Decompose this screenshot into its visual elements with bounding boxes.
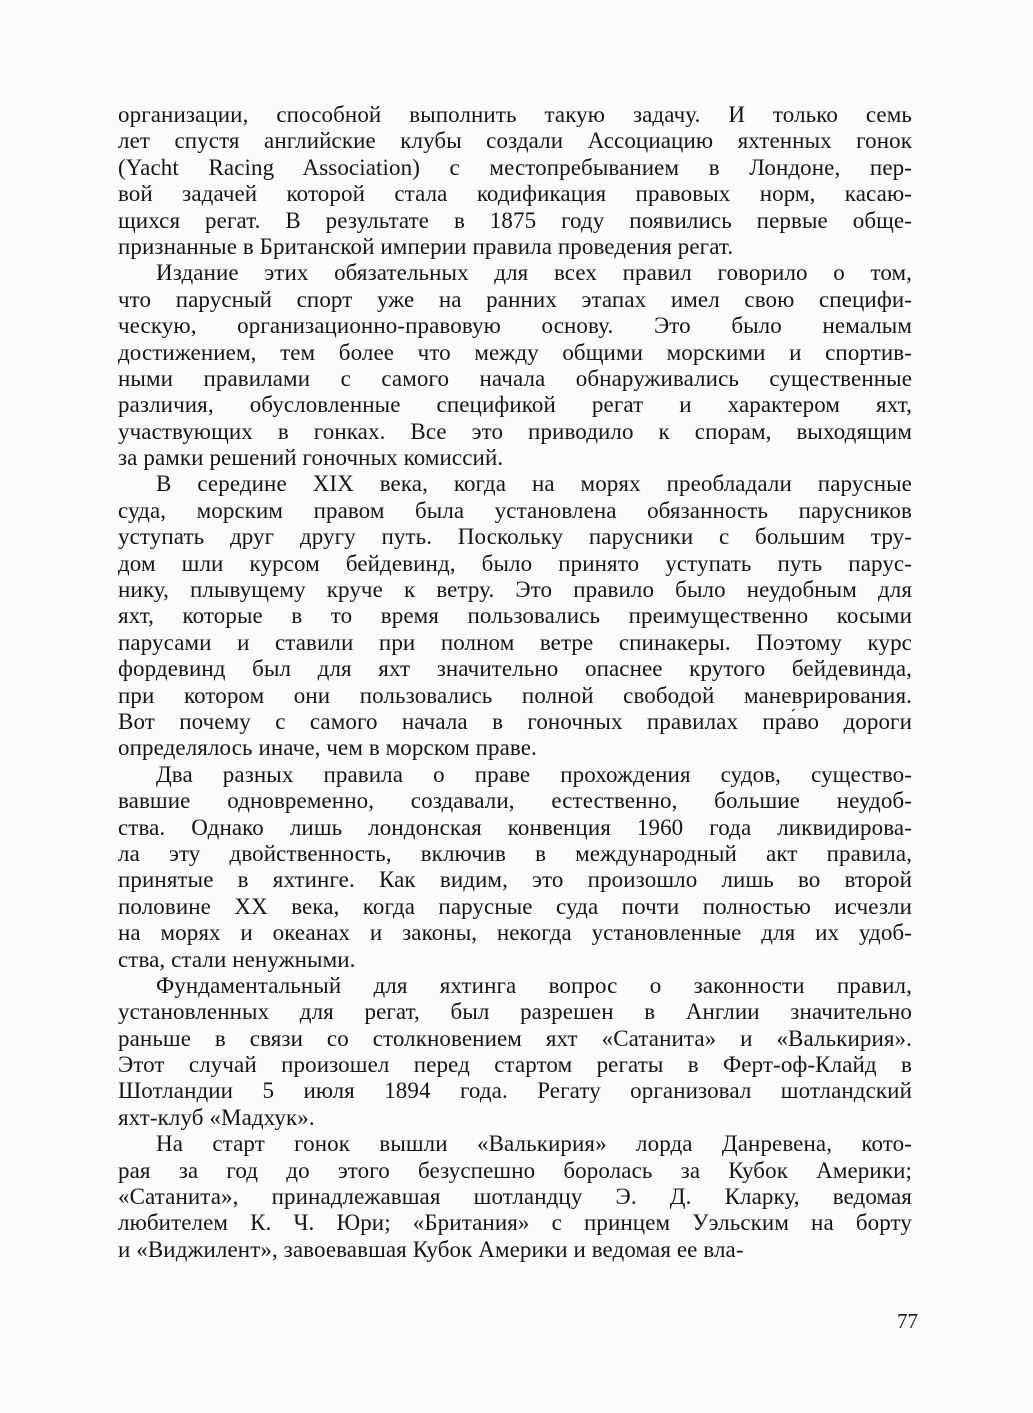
- text-line: ства, стали ненужными.: [118, 946, 356, 972]
- text-line: организации, способной выполнить такую задачу. И только семь: [118, 102, 912, 127]
- text-line: вавшие одновременно, создавали, естественно, большие неудоб-: [118, 788, 912, 814]
- text-line: Вот почему с самого начала в гоночных правилах пра́во дороги: [118, 708, 912, 734]
- text-line: уступать друг другу путь. Поскольку парусники с большим тру-: [118, 524, 912, 550]
- text-line: достижением, тем более что между общими морскими и спортив-: [118, 339, 912, 365]
- text-line: яхт-клуб «Мадхук».: [118, 1104, 315, 1130]
- text-line: и «Виджилент», завоевавшая Кубок Америки и ведомая ее вла-: [118, 1236, 744, 1262]
- text-line: ческую, организационно-правовую основу. Это было немалым: [118, 313, 912, 339]
- text-line: за рамки решений гоночных комиссий.: [118, 445, 504, 471]
- paragraph: [118, 102, 912, 260]
- text-line: различия, обусловленные спецификой регат и характером яхт,: [118, 392, 912, 418]
- text-line: На старт гонок вышли «Валькирия» лорда Данревена, кото-: [156, 1131, 912, 1157]
- text-line: фордевинд был для яхт значительно опаснее крутого бейдевинда,: [118, 656, 912, 682]
- paragraph: [118, 471, 912, 761]
- text-block: [118, 102, 912, 1263]
- text-line: Фундаментальный для яхтинга вопрос о законности правил,: [156, 972, 912, 998]
- text-line: Издание этих обязательных для всех правил говорило о том,: [156, 260, 912, 286]
- text-line: ства. Однако лишь лондонская конвенция 1960 года ликвидирова-: [118, 814, 912, 840]
- text-line: установленных для регат, был разрешен в Англии значительно: [118, 999, 912, 1025]
- text-line: Этот случай произошел перед стартом регаты в Ферт-оф-Клайд в: [118, 1052, 912, 1078]
- text-line: участвующих в гонках. Все это приводило к спорам, выходящим: [118, 418, 912, 444]
- text-line: рая за год до этого безуспешно боролась за Кубок Америки;: [118, 1157, 912, 1183]
- paragraph: [118, 260, 912, 471]
- text-line: (Yacht Racing Association) с местопребыванием в Лондоне, пер-: [118, 154, 912, 180]
- text-line: на морях и океанах и законы, некогда установленные для их удоб-: [118, 920, 912, 946]
- page-number: 77: [897, 1309, 918, 1333]
- paragraph: [118, 973, 912, 1131]
- paragraph: [118, 1131, 912, 1263]
- text-line: В середине XIX века, когда на морях преобладали парусные: [156, 471, 912, 497]
- text-line: яхт, которые в то время пользовались преимущественно косыми: [118, 603, 912, 629]
- text-line: суда, морским правом была установлена обязанность парусников: [118, 497, 912, 523]
- text-line: ла эту двойственность, включив в международный акт правила,: [118, 840, 912, 866]
- text-line: вой задачей которой стала кодификация правовых норм, касаю-: [118, 181, 912, 207]
- text-line: нику, плывущему круче к ветру. Это правило было неудобным для: [118, 577, 912, 603]
- text-line: любителем К. Ч. Юри; «Британия» с принцем Уэльским на борту: [118, 1210, 912, 1236]
- text-line: парусами и ставили при полном ветре спинакеры. Поэтому курс: [118, 629, 912, 655]
- text-line: «Сатанита», принадлежавшая шотландцу Э. Д. Кларку, ведомая: [118, 1184, 912, 1210]
- text-line: половине XX века, когда парусные суда почти полностью исчезли: [118, 893, 912, 919]
- text-line: Два разных правила о праве прохождения судов, существо-: [156, 761, 912, 787]
- text-line: ными правилами с самого начала обнаруживались существенные: [118, 365, 912, 391]
- paragraph: [118, 762, 912, 973]
- text-line: определялось иначе, чем в морском праве.: [118, 735, 537, 761]
- text-line: признанные в Британской империи правила проведения регат.: [118, 233, 734, 259]
- text-line: лет спустя английские клубы создали Ассоциацию яхтенных гонок: [118, 128, 912, 154]
- text-line: раньше в связи со столкновением яхт «Сатанита» и «Валькирия».: [118, 1025, 912, 1051]
- text-line: дом шли курсом бейдевинд, было принято уступать путь парус-: [118, 550, 912, 576]
- text-line: щихся регат. В результате в 1875 году появились первые обще-: [118, 207, 912, 233]
- text-line: принятые в яхтинге. Как видим, это произошло лишь во второй: [118, 867, 912, 893]
- text-line: Шотландии 5 июля 1894 года. Регату организовал шотландский: [118, 1078, 912, 1104]
- text-line: при котором они пользовались полной свободой маневрирования.: [118, 682, 912, 708]
- text-line: что парусный спорт уже на ранних этапах имел свою специфи-: [118, 286, 912, 312]
